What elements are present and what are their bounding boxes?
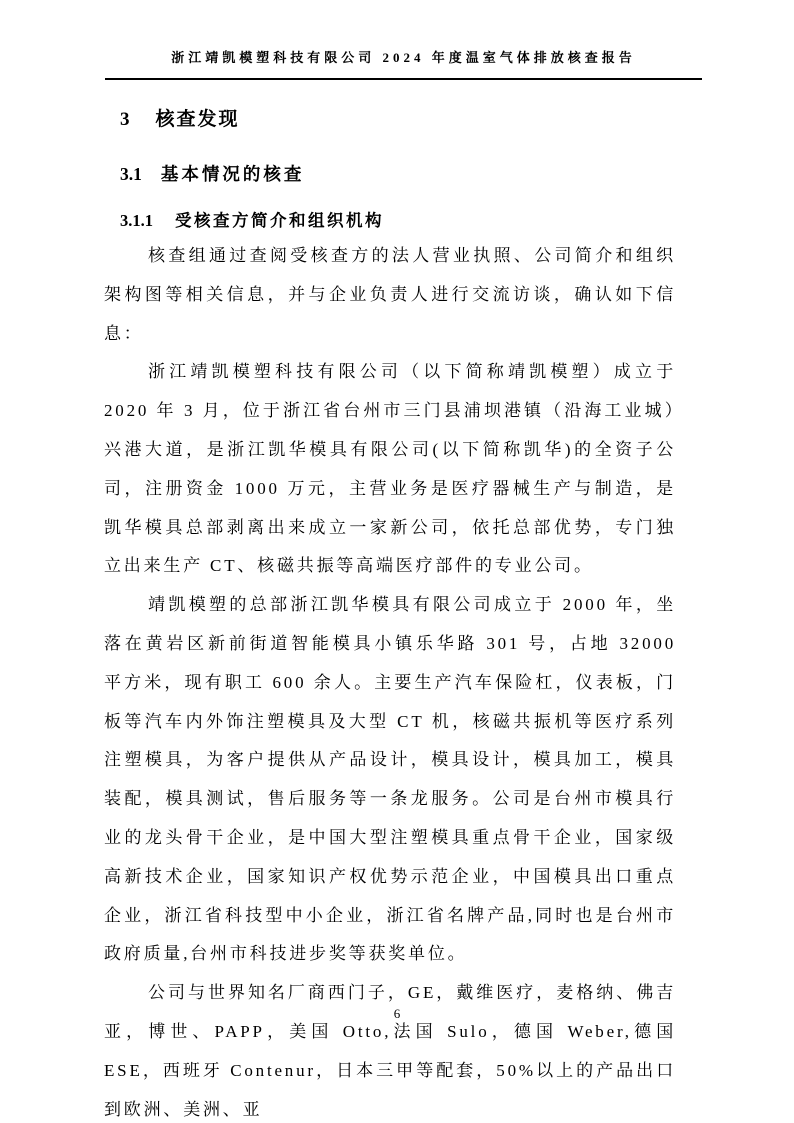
heading-section-number: 3.1 <box>120 164 142 184</box>
header-title: 浙江靖凯模塑科技有限公司 2024 年度温室气体排放核查报告 <box>171 50 636 65</box>
paragraph-parent-company: 靖凯模塑的总部浙江凯华模具有限公司成立于 2000 年，坐落在黄岩区新前街道智能模具小镇乐华路 301 号，占地 32000 平方米，现有职工 600 余人。主要生产汽车保险杠，仪表板，门板等汽车内外饰注塑模具及大型 CT 机，核磁共振机等医疗系列注塑模具，为客户提供从产品设计，模具设计，模具加工，模具装配，模具测试，售后服务等一条龙服务。公司是台州市模具行业的龙头骨干企业，是中国大型注塑模具重点骨干企业，国家级高新技术企业，国家知识产权优势示范企业，中国模具出口重点企业，浙江省科技型中小企业，浙江省名牌产品,同时也是台州市政府质量,台州市科技进步奖等获奖单位。 <box>104 595 676 964</box>
heading-chapter <box>120 110 676 130</box>
page-number: 6 <box>393 1006 401 1021</box>
page-footer <box>0 1005 794 1023</box>
document-body <box>104 80 676 1123</box>
paragraph-intro: 核查组通过查阅受核查方的法人营业执照、公司简介和组织架构图等相关信息，并与企业负责人进行交流访谈，确认如下信息： <box>104 246 676 343</box>
heading-subsection <box>120 212 676 229</box>
heading-section-text: 基本情况的核查 <box>160 164 305 184</box>
paragraph-company-overview: 浙江靖凯模塑科技有限公司（以下简称靖凯模塑）成立于 2020 年 3 月，位于浙江省台州市三门县浦坝港镇（沿海工业城）兴港大道，是浙江凯华模具有限公司(以下简称凯华)的全资子公司，注册资金 1000 万元，主营业务是医疗器械生产与制造，是凯华模具总部剥离出来成立一家新公司，依托总部优势，专门独立出来生产 CT、核磁共振等高端医疗部件的专业公司。 <box>104 362 676 576</box>
heading-subsection-text: 受核查方简介和组织机构 <box>175 211 384 230</box>
heading-chapter-number: 3 <box>120 109 130 130</box>
paragraph-customers: 公司与世界知名厂商西门子，GE，戴维医疗，麦格纳、佛吉亚，博世、PAPP，美国 Otto,法国 Sulo，德国 Weber,德国 ESE，西班牙 Contenur，日本三甲等配套，50%以上的产品出口到欧洲、美洲、亚 <box>104 983 676 1119</box>
heading-section <box>120 165 676 183</box>
running-header <box>105 50 702 80</box>
heading-chapter-text: 核查发现 <box>155 109 240 130</box>
heading-subsection-number: 3.1.1 <box>120 211 153 230</box>
